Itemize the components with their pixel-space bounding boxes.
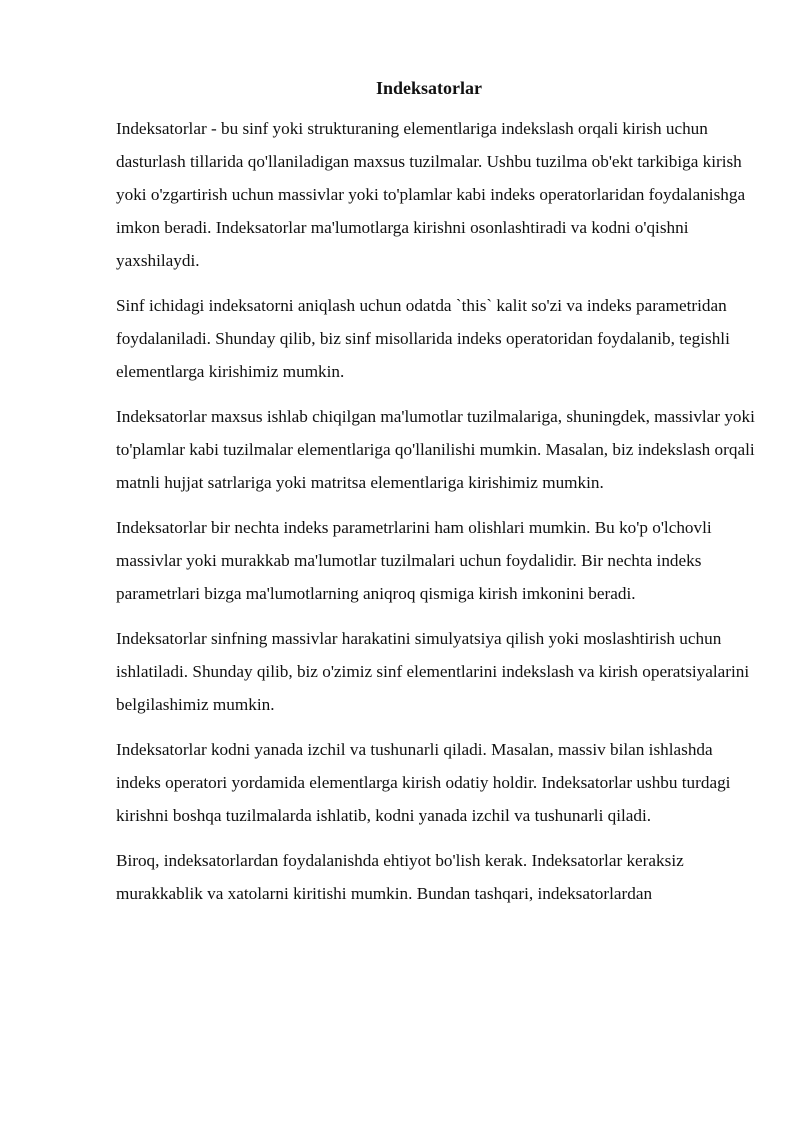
- paragraph-3: Indeksatorlar maxsus ishlab chiqilgan ma'lumotlar tuzilmalariga, shuningdek, massivlar yoki to'plamlar kabi tuzilmalar elementlariga qo'llanilishi mumkin. Masalan, biz indekslash orqali matnli hujjat satrlariga yoki matritsa elementlariga kirishimiz mumkin.: [116, 407, 755, 492]
- document-body: [116, 112, 756, 922]
- paragraph-6: Indeksatorlar kodni yanada izchil va tushunarli qiladi. Masalan, massiv bilan ishlashda indeks operatori yordamida elementlarga kirish odatiy holdir. Indeksatorlar ushbu turdagi kirishni boshqa tuzilmalarda ishlatib, kodni yanada izchil va tushunarli qiladi.: [116, 740, 731, 825]
- paragraph-4: Indeksatorlar bir nechta indeks parametrlarini ham olishlari mumkin. Bu ko'p o'lchovli massivlar yoki murakkab ma'lumotlar tuzilmalari uchun foydalidir. Bir nechta indeks parametrlari bizga ma'lumotlarning aniqroq qismiga kirish imkonini beradi.: [116, 518, 712, 603]
- paragraph-5: Indeksatorlar sinfning massivlar harakatini simulyatsiya qilish yoki moslashtirish uchun ishlatiladi. Shunday qilib, biz o'zimiz sinf elementlarini indekslash va kirish operatsiyalarini belgilashimiz mumkin.: [116, 629, 750, 714]
- paragraph-1: Indeksatorlar - bu sinf yoki strukturaning elementlariga indekslash orqali kirish uchun dasturlash tillarida qo'llaniladigan maxsus tuzilmalar. Ushbu tuzilma ob'ekt tarkibiga kirish yoki o'zgartirish uchun massivlar yoki to'plamlar kabi indeks operatorlaridan foydalanishga imkon beradi. Indeksatorlar ma'lumotlarga kirishni osonlashtiradi va kodni o'qishni yaxshilaydi.: [116, 119, 746, 270]
- document-title: Indeksatorlar: [375, 78, 482, 98]
- paragraph-2: Sinf ichidagi indeksatorni aniqlash uchun odatda `this` kalit so'zi va indeks parametridan foydalaniladi. Shunday qilib, biz sinf misollarida indeks operatoridan foydalanib, tegishli elementlarga kirishimiz mumkin.: [116, 296, 730, 381]
- paragraph-7: Biroq, indeksatorlardan foydalanishda ehtiyot bo'lish kerak. Indeksatorlar keraksiz murakkablik va xatolarni kiritishi mumkin. Bundan tashqari, indeksatorlardan: [116, 851, 684, 903]
